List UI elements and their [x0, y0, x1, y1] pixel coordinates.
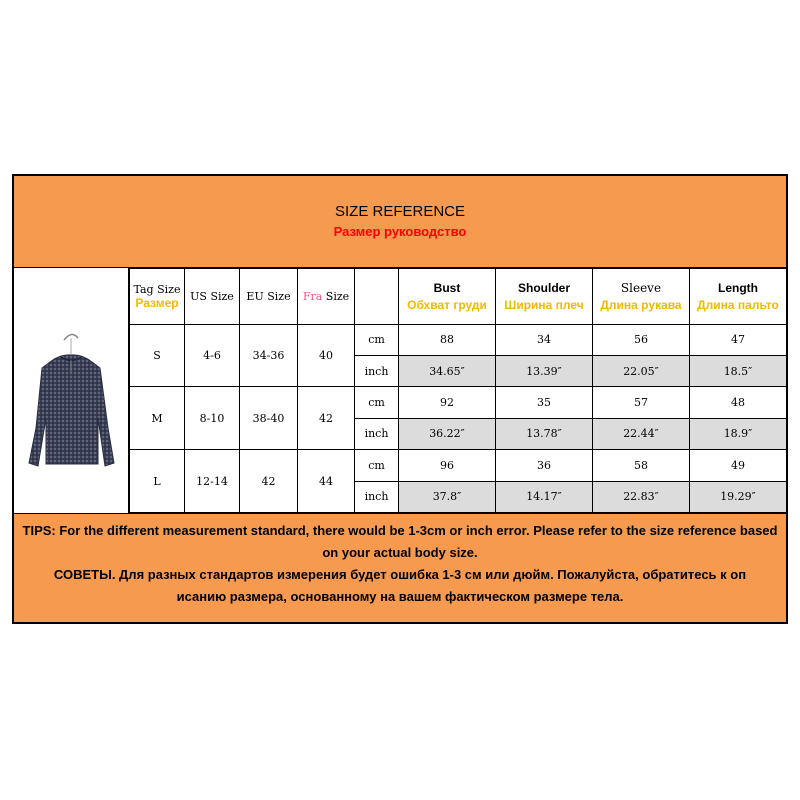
us-size-header: US Size: [185, 269, 240, 325]
bust-label-ru: Обхват груди: [407, 297, 487, 312]
shoulder-header: [496, 269, 593, 325]
us-size-cell: 8-10: [185, 387, 240, 450]
sleeve-inch: 22.44″: [593, 418, 690, 449]
unit-cm: cm: [355, 324, 399, 355]
shoulder-inch: 13.39″: [496, 356, 593, 387]
tips-panel: [14, 513, 786, 622]
tips-ru-line2: исанию размера, основанному на вашем фактическом размере тела.: [176, 589, 624, 604]
eu-size-header: EU Size: [240, 269, 298, 325]
size-table: [129, 268, 787, 513]
tips-ru-line1: СОВЕТЫ. Для разных стандартов измерения будет ошибка 1-3 см или дюйм. Пожалуйста, обратитесь к оп: [53, 567, 747, 582]
length-inch: 18.5″: [690, 356, 787, 387]
table-row: [130, 387, 787, 418]
length-label-ru: Длина пальто: [697, 297, 779, 312]
eu-size-cell: 34-36: [240, 324, 298, 387]
shoulder-cm: 36: [496, 450, 593, 481]
shoulder-inch: 14.17″: [496, 481, 593, 512]
fra-size-header: [298, 269, 355, 325]
bust-cm: 92: [399, 387, 496, 418]
length-inch: 18.9″: [690, 418, 787, 449]
unit-cm: cm: [355, 450, 399, 481]
length-cm: 47: [690, 324, 787, 355]
length-header: [690, 269, 787, 325]
bust-label: Bust: [433, 280, 461, 295]
length-cm: 48: [690, 387, 787, 418]
title-ru: Размер руководство: [333, 224, 467, 239]
bust-inch: 34.65″: [399, 356, 496, 387]
title-en: SIZE REFERENCE: [334, 203, 466, 220]
tag-size-label: Tag Size: [133, 282, 181, 296]
sleeve-inch: 22.83″: [593, 481, 690, 512]
length-cm: 49: [690, 450, 787, 481]
table-row: [130, 450, 787, 481]
bust-inch: 37.8″: [399, 481, 496, 512]
sleeve-label: Sleeve: [620, 280, 662, 295]
table-header-row: [130, 269, 787, 325]
tag-size-label-ru: Размер: [135, 295, 179, 310]
shoulder-label-ru: Ширина плеч: [504, 297, 584, 312]
us-size-cell: 4-6: [185, 324, 240, 387]
us-size-cell: 12-14: [185, 450, 240, 513]
tag-size-header: [130, 269, 185, 325]
tag-size-cell: L: [130, 450, 185, 513]
product-photo-cell: [14, 268, 129, 513]
tag-size-cell: S: [130, 324, 185, 387]
sleeve-header: [593, 269, 690, 325]
unit-inch: inch: [355, 418, 399, 449]
fra-size-cell: 40: [298, 324, 355, 387]
bust-cm: 88: [399, 324, 496, 355]
sleeve-inch: 22.05″: [593, 356, 690, 387]
unit-cm: cm: [355, 387, 399, 418]
sleeve-cm: 57: [593, 387, 690, 418]
unit-header: [355, 269, 399, 325]
chart-header: [14, 176, 786, 268]
fra-size-cell: 44: [298, 450, 355, 513]
shoulder-inch: 13.78″: [496, 418, 593, 449]
fra-suffix: Size: [322, 289, 350, 303]
shoulder-cm: 35: [496, 387, 593, 418]
unit-inch: inch: [355, 356, 399, 387]
eu-size-cell: 42: [240, 450, 298, 513]
sleeve-cm: 56: [593, 324, 690, 355]
sleeve-label-ru: Длина рукава: [600, 297, 682, 312]
size-chart: [12, 174, 788, 624]
bust-inch: 36.22″: [399, 418, 496, 449]
table-row: [130, 324, 787, 355]
eu-size-cell: 38-40: [240, 387, 298, 450]
fra-prefix: Fra: [302, 289, 323, 303]
bust-header: [399, 269, 496, 325]
bust-cm: 96: [399, 450, 496, 481]
tag-size-cell: M: [130, 387, 185, 450]
shoulder-label: Shoulder: [517, 280, 570, 295]
fra-size-cell: 42: [298, 387, 355, 450]
shoulder-cm: 34: [496, 324, 593, 355]
sequin-top-icon: [14, 268, 129, 513]
length-label: Length: [718, 280, 758, 295]
unit-inch: inch: [355, 481, 399, 512]
tips-en: TIPS: For the different measurement standard, there would be 1-3cm or inch error. Please refer to the size reference based on your actual body size.: [22, 523, 778, 560]
length-inch: 19.29″: [690, 481, 787, 512]
sleeve-cm: 58: [593, 450, 690, 481]
